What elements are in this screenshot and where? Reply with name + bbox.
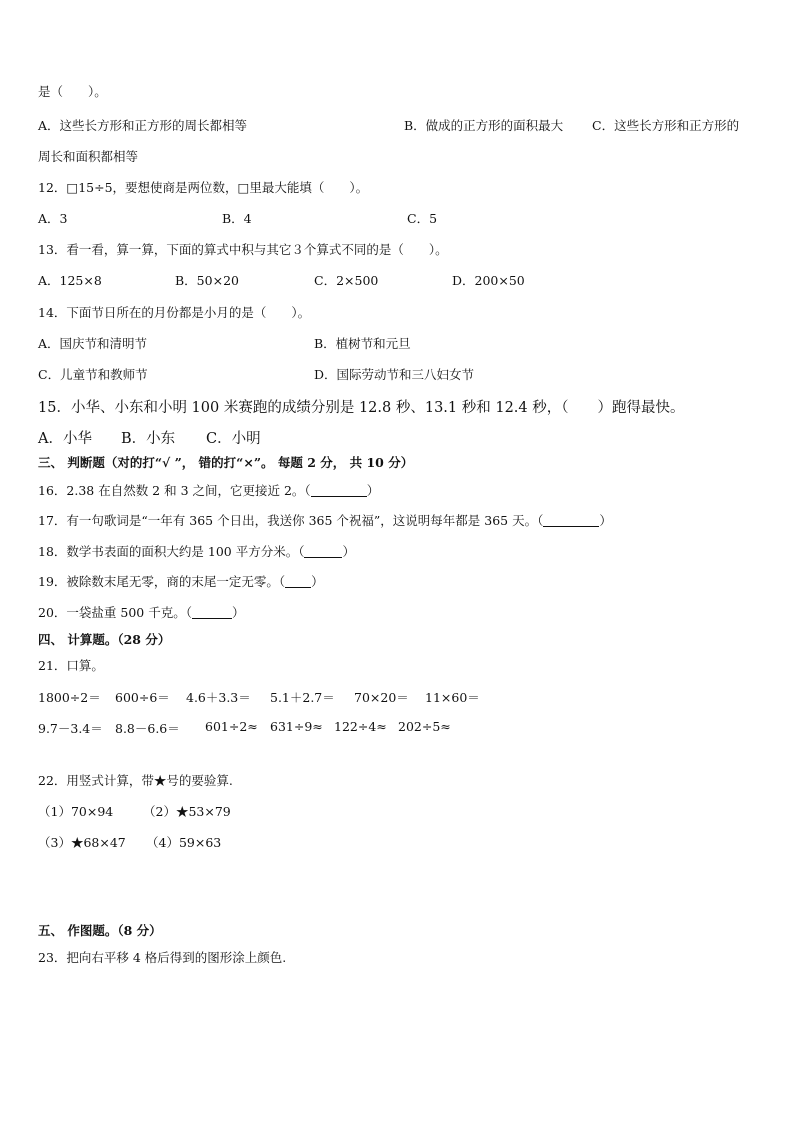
q21-item[interactable]: 601÷2≈: [205, 719, 258, 734]
q13-option-c[interactable]: C．2×500: [314, 273, 379, 288]
q20-answer-blank[interactable]: [192, 606, 232, 619]
q11-option-c-cont: 周长和面积都相等: [38, 149, 139, 164]
q18-close: ）: [342, 544, 355, 559]
q18-answer-blank[interactable]: [304, 545, 342, 558]
q21-item[interactable]: 600÷6＝: [115, 690, 170, 705]
q12-stem: 12．□15÷5，要想使商是两位数，□里最大能填（ ）。: [38, 180, 369, 195]
q12-option-c[interactable]: C．5: [407, 211, 438, 226]
q17: [38, 511, 612, 529]
q21-item[interactable]: 9.7－3.4＝: [38, 721, 103, 736]
q14-option-a[interactable]: A．国庆节和清明节: [38, 336, 148, 351]
q13-option-d[interactable]: D．200×50: [452, 273, 525, 288]
section-5-title: 五、 作图题。（8 分）: [38, 923, 162, 938]
q14-option-b[interactable]: B．植树节和元旦: [314, 336, 411, 351]
section-4-title: 四、 计算题。（28 分）: [38, 632, 171, 647]
q15-option-a[interactable]: A．小华: [38, 431, 92, 447]
q21-item[interactable]: 8.8－6.6＝: [115, 721, 180, 736]
q22-item-4[interactable]: （4）59×63: [146, 835, 222, 850]
q13-option-a[interactable]: A．125×8: [38, 273, 102, 288]
q14-option-d[interactable]: D．国际劳动节和三八妇女节: [314, 367, 475, 382]
section-3-title: 三、 判断题（对的打“√ ”， 错的打“×”。 每题 2 分， 共 10 分）: [38, 455, 414, 470]
q16-answer-blank[interactable]: [311, 484, 367, 497]
q20-close: ）: [231, 605, 245, 620]
q11-stem-end: 是（ ）。: [38, 84, 107, 99]
q12-option-b[interactable]: B．4: [222, 211, 252, 226]
q19-stem: 19．被除数末尾无零，商的末尾一定无零。（: [38, 574, 286, 589]
q17-answer-blank[interactable]: [543, 514, 599, 527]
q22-item-3[interactable]: （3）★68×47: [38, 835, 126, 850]
q17-close: ）: [599, 513, 612, 528]
q23-stem: 23．把向右平移 4 格后得到的图形涂上颜色.: [38, 950, 287, 965]
q15-option-c[interactable]: C．小明: [206, 431, 261, 447]
q20-stem: 20．一袋盐重 500 千克。（: [38, 605, 192, 620]
q19-close: ）: [311, 574, 324, 589]
q12-option-a[interactable]: A．3: [38, 211, 68, 226]
q11-option-b[interactable]: B．做成的正方形的面积最大: [404, 118, 564, 133]
q16: [38, 481, 379, 499]
q14-stem: 14．下面节日所在的月份都是小月的是（ ）。: [38, 305, 311, 320]
q21-item[interactable]: 5.1＋2.7＝: [270, 690, 335, 705]
q21-item[interactable]: 4.6＋3.3＝: [186, 690, 251, 705]
q22-item-2[interactable]: （2）★53×79: [143, 804, 231, 819]
q15-stem: 15．小华、小东和小明 100 米赛跑的成绩分别是 12.8 秒、13.1 秒和 12.4 秒，（ ）跑得最快。: [38, 400, 685, 416]
q11-option-a[interactable]: A．这些长方形和正方形的周长都相等: [38, 118, 248, 133]
q21-item[interactable]: 70×20＝: [354, 690, 409, 705]
q21-item[interactable]: 202÷5≈: [398, 719, 451, 734]
q17-stem: 17．有一句歌词是“一年有 365 个日出，我送你 365 个祝福”，这说明每年都是 365 天。（: [38, 513, 544, 528]
q22-item-1[interactable]: （1）70×94: [38, 804, 114, 819]
q13-stem: 13．看一看，算一算，下面的算式中积与其它３个算式不同的是（ ）。: [38, 242, 448, 257]
q19-answer-blank[interactable]: [285, 575, 311, 588]
q18: [38, 542, 355, 560]
q13-option-b[interactable]: B．50×20: [175, 273, 239, 288]
q19: [38, 572, 324, 590]
q16-close: ）: [366, 483, 380, 498]
q11-option-c[interactable]: C．这些长方形和正方形的: [592, 118, 740, 133]
q14-option-c[interactable]: C．儿童节和教师节: [38, 367, 148, 382]
q21-stem: 21．口算。: [38, 658, 104, 673]
q18-stem: 18．数学书表面的面积大约是 100 平方分米。（: [38, 544, 305, 559]
q21-item[interactable]: 1800÷2＝: [38, 690, 101, 705]
q21-item[interactable]: 631÷9≈: [270, 719, 323, 734]
q21-item[interactable]: 122÷4≈: [334, 719, 387, 734]
q20: [38, 603, 244, 621]
q16-stem: 16．2.38 在自然数 2 和 3 之间，它更接近 2。（: [38, 483, 311, 498]
q21-item[interactable]: 11×60＝: [425, 690, 480, 705]
q22-stem: 22．用竖式计算，带★号的要验算.: [38, 773, 233, 788]
q15-option-b[interactable]: B．小东: [121, 431, 176, 447]
